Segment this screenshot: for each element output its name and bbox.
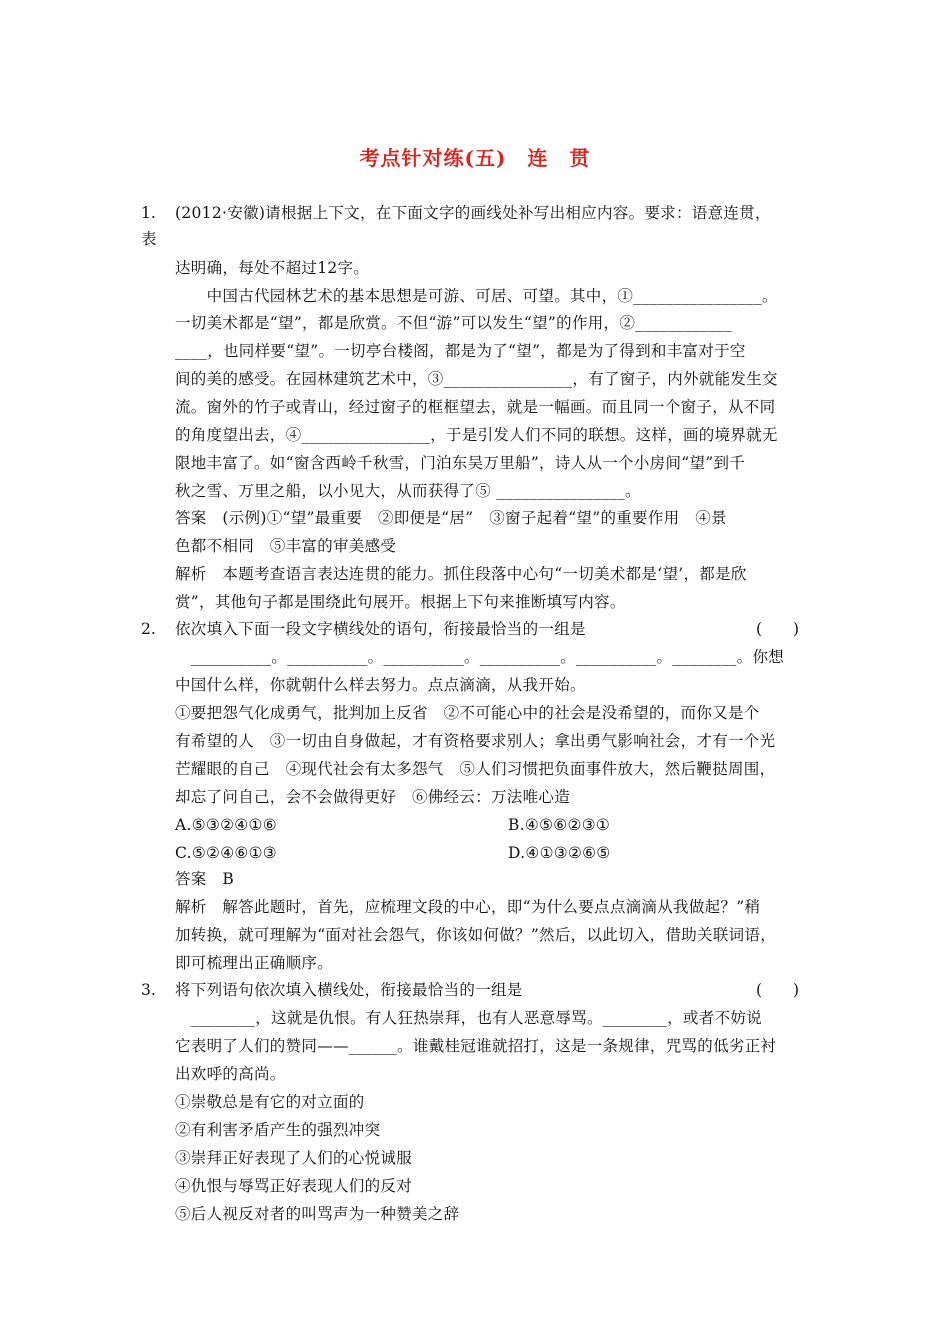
question-2-passage-line: 有希望的人 ③一切由自身做起，才有资格要求别人；拿出勇气影响社会，才有一个光 bbox=[175, 732, 776, 750]
question-1-line: 表 bbox=[141, 230, 157, 248]
question-1-answer: 答案 (示例)①“望”最重要 ②即便是“居” ③窗子起着“望”的重要作用 ④景 bbox=[175, 509, 727, 527]
question-1-analysis: 赏”，其他句子都是围绕此句展开。根据上下句来推断填写内容。 bbox=[175, 593, 626, 611]
question-3-item: ③崇拜正好表现了人们的心悦诚服 bbox=[175, 1149, 413, 1167]
question-3-stem: 将下列语句依次填入横线处，衔接最恰当的一组是 bbox=[175, 981, 523, 999]
question-3-item: ①崇敬总是有它的对立面的 bbox=[175, 1093, 365, 1111]
question-1-line: 达明确，每处不超过12字。 bbox=[175, 259, 370, 277]
question-3-number: 3. bbox=[141, 981, 156, 999]
question-2-passage-line: __________。__________。__________。__________。__________。________。你想 bbox=[175, 648, 785, 666]
question-1-line: (2012·安徽)请根据上下文，在下面文字的画线处补写出相应内容。要求：语意连贯， bbox=[175, 204, 771, 222]
question-1-passage-line: ____，也同样要“望”。一切亭台楼阁，都是为了“望”，都是为了得到和丰富对于空 bbox=[175, 342, 746, 360]
question-2-option-d: D.④①③②⑥⑤ bbox=[508, 844, 611, 862]
question-2-analysis: 解析 解答此题时，首先，应梳理文段的中心，即“为什么要点点滴滴从我做起？”稍 bbox=[175, 898, 761, 916]
question-2-option-a: A.⑤③②④①⑥ bbox=[175, 816, 277, 834]
question-2-analysis: 即可梳理出正确顺序。 bbox=[175, 954, 334, 972]
question-3-passage-line: ________，这就是仇恨。有人狂热崇拜，也有人恶意辱骂。________，或者不妨说 bbox=[175, 1009, 763, 1027]
question-2-number: 2. bbox=[141, 620, 156, 638]
question-2-analysis: 加转换，就可理解为“面对社会怨气，你该如何做？”然后，以此切入，借助关联词语， bbox=[175, 926, 777, 944]
question-3-item: ②有利害矛盾产生的强烈冲突 bbox=[175, 1121, 381, 1139]
page-title: 考点针对练(五) 连 贯 bbox=[359, 146, 591, 170]
question-2-option-c: C.⑤②④⑥①③ bbox=[175, 844, 278, 862]
question-1-passage-line: 间的美的感受。在园林建筑艺术中，③________________，有了窗子，内外就能发生交 bbox=[175, 370, 778, 388]
question-2-passage-line: 芒耀眼的自己 ④现代社会有太多怨气 ⑤人们习惯把负面事件放大，然后鞭挞周围， bbox=[175, 760, 776, 778]
question-3-passage-line: 出欢呼的高尚。 bbox=[175, 1065, 286, 1083]
question-2-passage-line: 却忘了问自己，会不会做得更好 ⑥佛经云：万法唯心造 bbox=[175, 788, 571, 806]
question-1-passage-line: 的角度望出去，④________________，于是引发人们不同的联想。这样，画的境界就无 bbox=[175, 426, 778, 444]
question-1-passage-line: 一切美术都是“望”，都是欣赏。不但“游”可以发生“望”的作用，②____________ bbox=[175, 314, 732, 332]
question-1-passage-line: 流。窗外的竹子或青山，经过窗子的框框望去，就是一幅画。而且同一个窗子，从不同 bbox=[175, 398, 776, 416]
question-1-number: 1. bbox=[141, 204, 156, 222]
question-2-answer-blank: ( ) bbox=[756, 620, 800, 638]
question-2-passage-line: 中国什么样，你就朝什么样去努力。点点滴滴，从我开始。 bbox=[175, 676, 586, 694]
question-2-stem: 依次填入下面一段文字横线处的语句，衔接最恰当的一组是 bbox=[175, 620, 586, 638]
question-3-item: ⑤后人视反对者的叫骂声为一种赞美之辞 bbox=[175, 1205, 460, 1223]
question-3-passage-line: 它表明了人们的赞同——______。谁戴桂冠谁就招打，这是一条规律，咒骂的低劣正衬 bbox=[175, 1037, 777, 1055]
question-2-answer: 答案 B bbox=[175, 870, 235, 888]
question-2-option-b: B.④⑤⑥②③① bbox=[508, 816, 611, 834]
question-1-passage-line: 中国古代园林艺术的基本思想是可游、可居、可望。其中，①________________。 bbox=[175, 287, 778, 305]
question-3-answer-blank: ( ) bbox=[756, 981, 800, 999]
question-1-passage-line: 限地丰富了。如“窗含西岭千秋雪，门泊东吴万里船”，诗人从一个小房间“望”到千 bbox=[175, 454, 746, 472]
question-1-passage-line: 秋之雪、万里之船，以小见大，从而获得了⑤ ________________。 bbox=[175, 482, 641, 500]
question-1-analysis: 解析 本题考查语言表达连贯的能力。抓住段落中心句“一切美术都是‘望’，都是欣 bbox=[175, 565, 747, 583]
question-2-passage-line: ①要把怨气化成勇气，批判加上反省 ②不可能心中的社会是没希望的，而你又是个 bbox=[175, 704, 760, 722]
question-1-answer: 色都不相同 ⑤丰富的审美感受 bbox=[175, 537, 397, 555]
question-3-item: ④仇恨与辱骂正好表现人们的反对 bbox=[175, 1177, 413, 1195]
